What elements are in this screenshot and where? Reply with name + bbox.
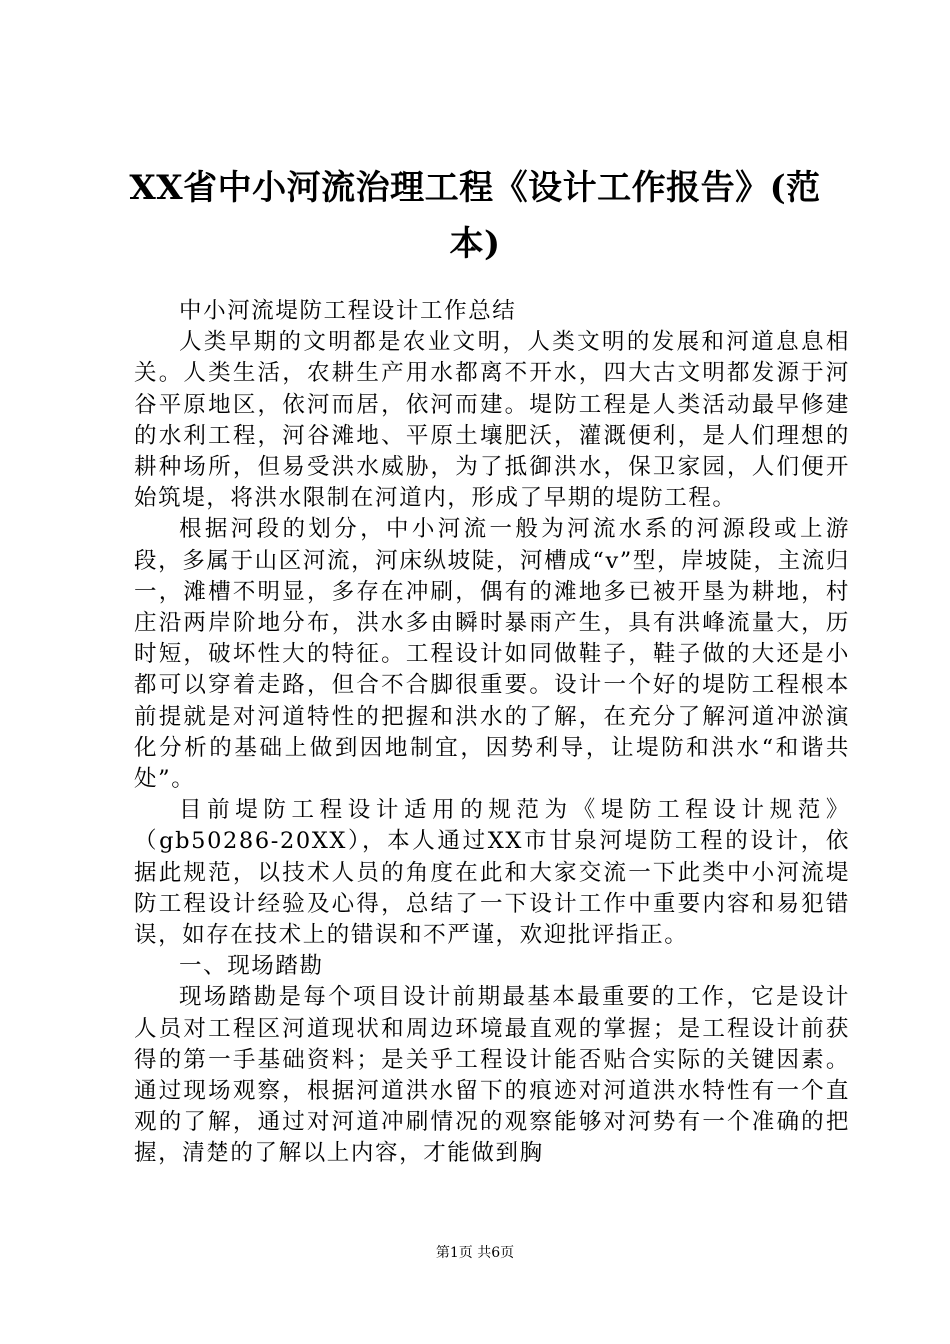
page-number-footer: 第1页 共6页 [435, 1245, 515, 1261]
paragraph-history: 人类早期的文明都是农业文明，人类文明的发展和河道息息相关。人类生活，农耕生产用水都离不开水，四大古文明都发源于河谷平原地区，依河而居，依河而建。堤防工程是人类活动最早修建的水利工程，河谷滩地、平原土壤肥沃，灌溉便利，是人们理想的耕种场所，但易受洪水威胁，为了抵御洪水，保卫家园，人们便开始筑堤，将洪水限制在河道内，形成了早期的堤防工程。 [134, 329, 850, 512]
paragraph-site-survey: 现场踏勘是每个项目设计前期最基本最重要的工作，它是设计人员对工程区河道现状和周边环境最直观的掌握；是工程设计前获得的第一手基础资料；是关乎工程设计能否贴合实际的关键因素。通过现场观察，根据河道洪水留下的痕迹对河道洪水特性有一个直观的了解，通过对河道冲刷情况的观察能够对河势有一个准确的把握，清楚的了解以上内容，才能做到胸 [134, 984, 850, 1167]
section-heading-site-survey: 一、现场踏勘 [179, 953, 324, 980]
document-body [134, 296, 850, 1170]
paragraph-design-standard: 目前堤防工程设计适用的规范为《堤防工程设计规范》（gb50286-20XX），本人通过XX市甘泉河堤防工程的设计，依据此规范，以技术人员的角度在此和大家交流一下此类中小河流堤防工程设计经验及心得，总结了一下设计工作中重要内容和易犯错误，如存在技术上的错误和不严谨，欢迎批评指正。 [134, 797, 850, 949]
paragraph-river-characteristics: 根据河段的划分，中小河流一般为河流水系的河源段或上游段，多属于山区河流，河床纵坡陡，河槽成“v”型，岸坡陡，主流归一，滩槽不明显，多存在冲刷，偶有的滩地多已被开垦为耕地，村庄沿两岸阶地分布，洪水多由瞬时暴雨产生，具有洪峰流量大，历时短，破坏性大的特征。工程设计如同做鞋子，鞋子做的大还是小都可以穿着走路，但合不合脚很重要。设计一个好的堤防工程根本前提就是对河道特性的把握和洪水的了解，在充分了解河道冲淤演化分析的基础上做到因地制宜，因势利导，让堤防和洪水“和谐共处”。 [134, 516, 850, 793]
section-subtitle: 中小河流堤防工程设计工作总结 [179, 298, 517, 324]
document-title: XX省中小河流治理工程《设计工作报告》(范本) [129, 168, 821, 264]
